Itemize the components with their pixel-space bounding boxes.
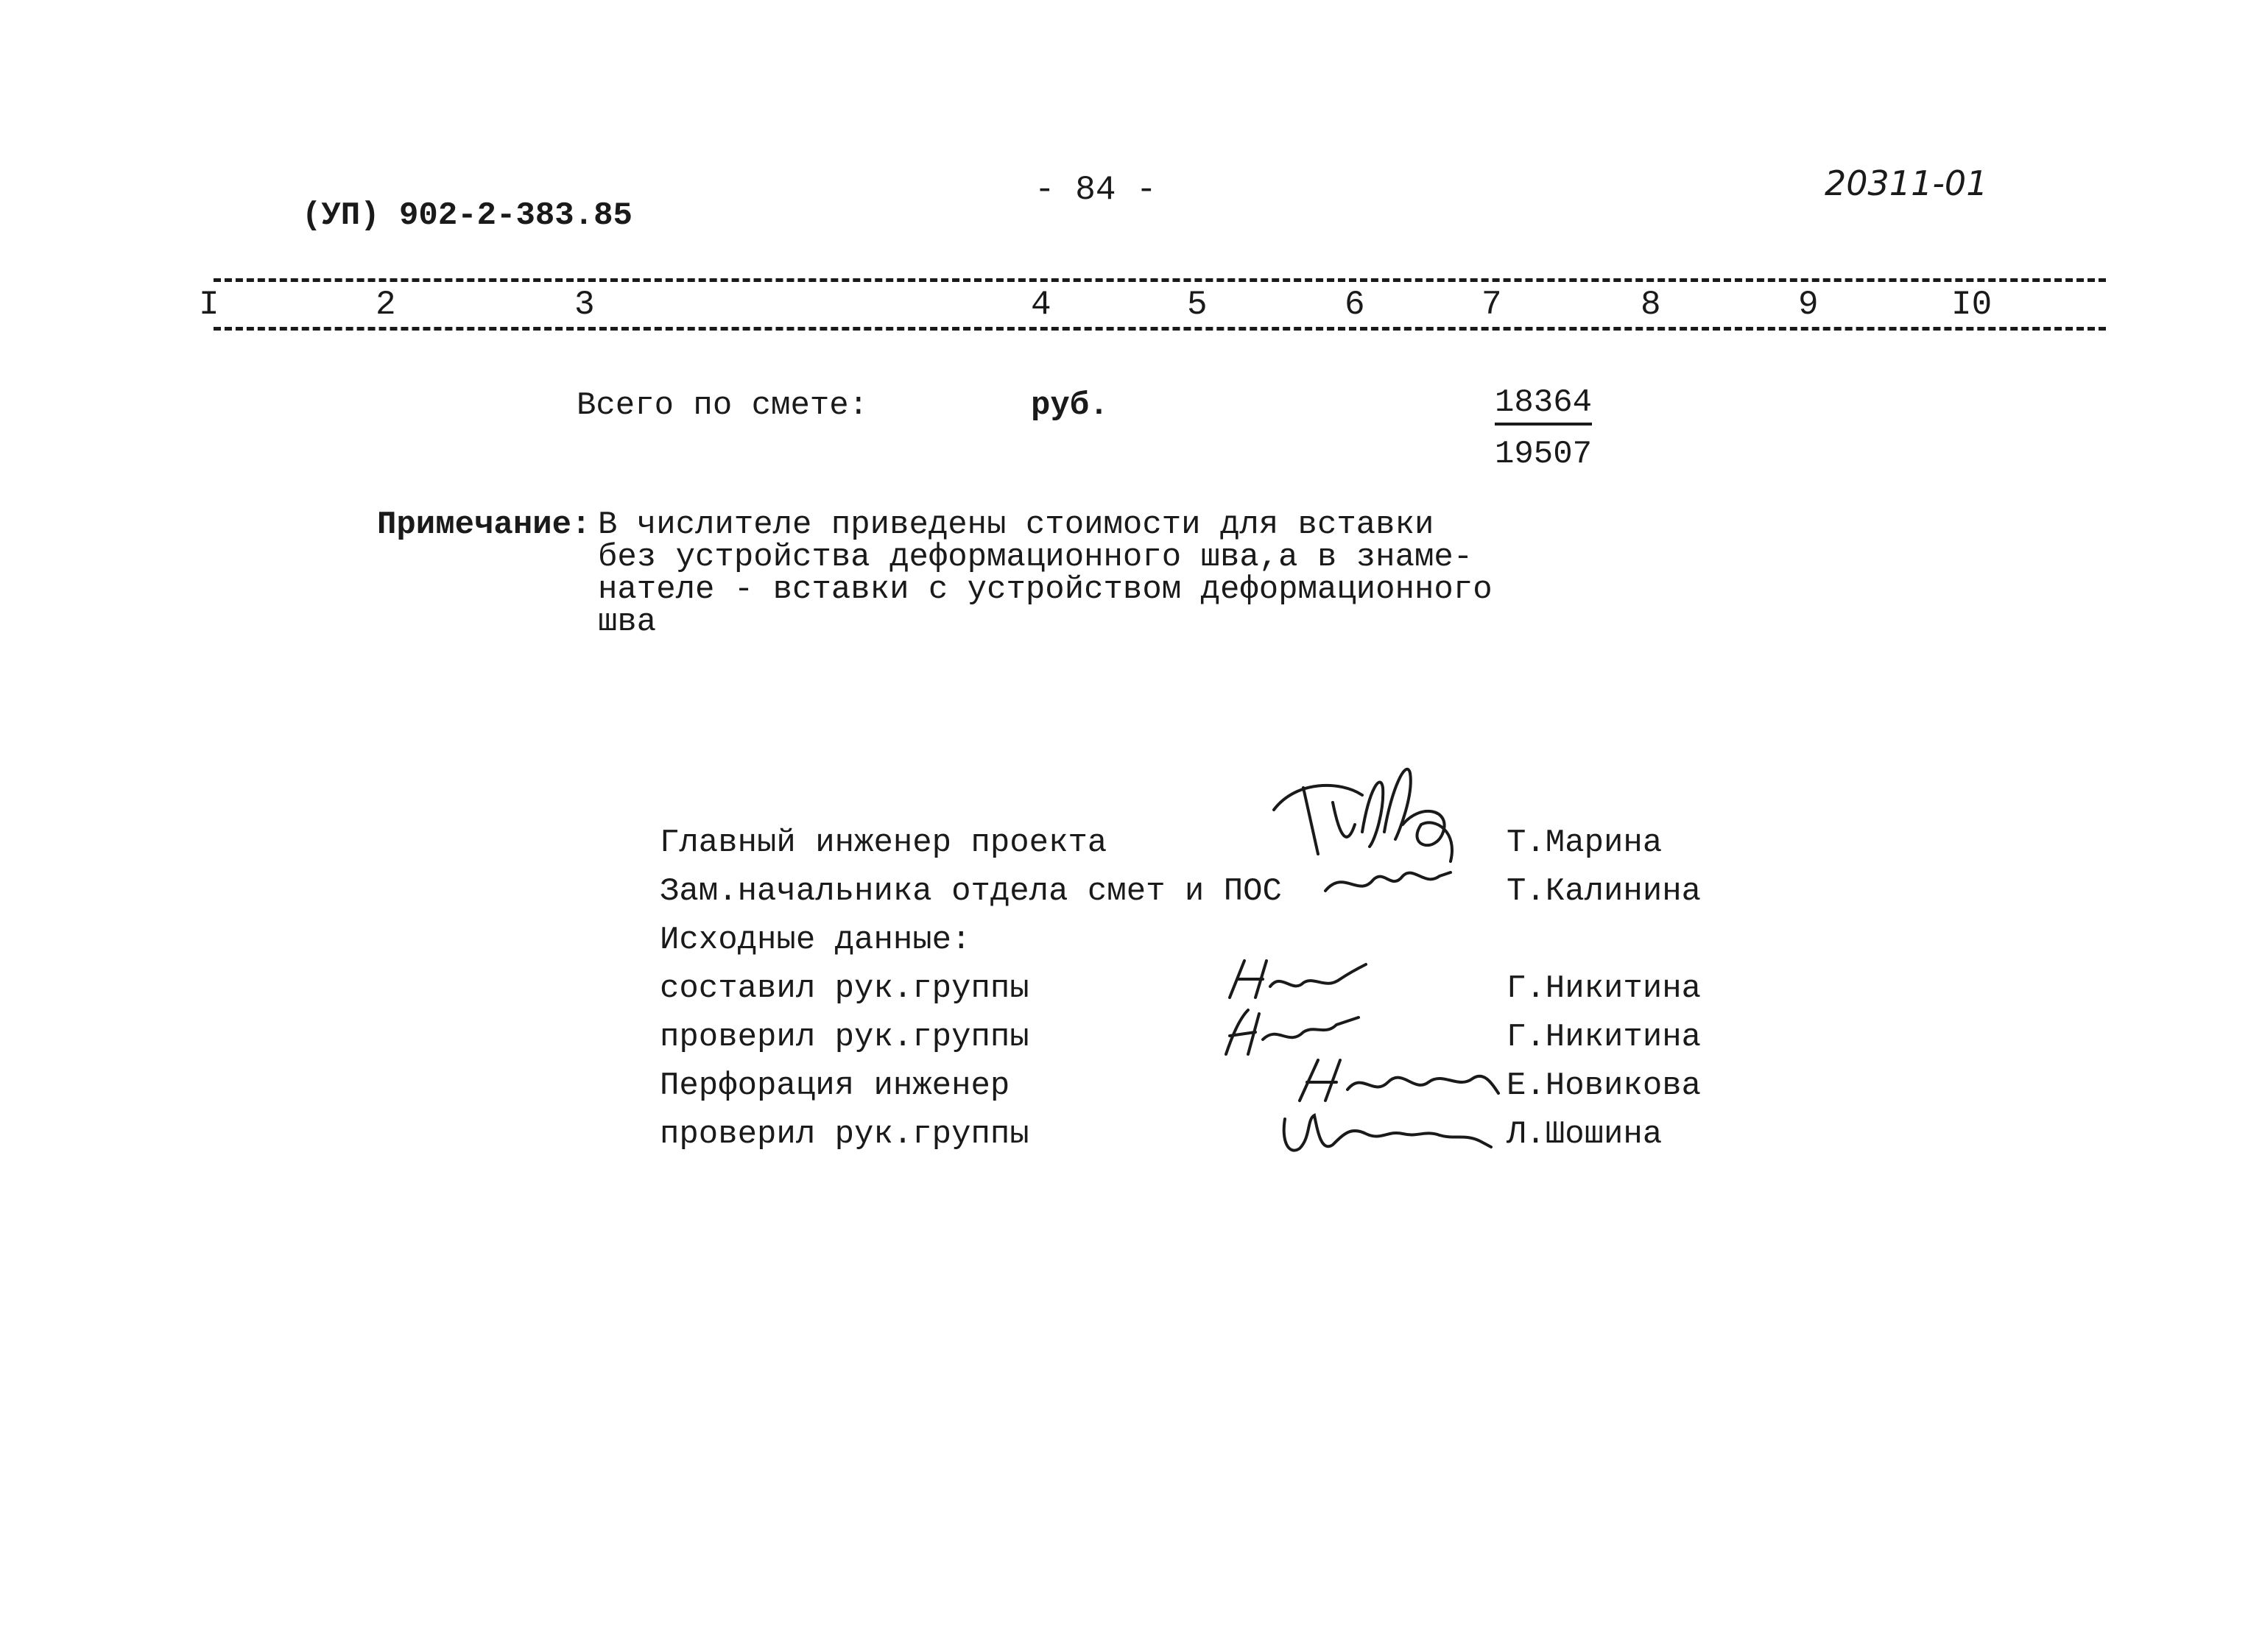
signature-role: составил рук.группы — [660, 970, 1029, 1007]
total-unit: руб. — [1031, 387, 1109, 424]
note-line: В числителе приведены стоимости для вставки — [598, 506, 1434, 543]
signature-name: Е.Новикова — [1507, 1067, 1702, 1104]
column-number-7: 7 — [1481, 286, 1502, 324]
signature-name: Т.Марина — [1507, 825, 1663, 861]
total-numerator: 18364 — [1495, 384, 1592, 426]
column-number-5: 5 — [1187, 286, 1208, 324]
note-line: шва — [598, 604, 657, 640]
signature-name: Г.Никитина — [1507, 970, 1702, 1007]
signature-name: Т.Калинина — [1507, 873, 1702, 910]
signature-role: Исходные данные: — [660, 922, 971, 959]
signature-role: Главный инженер проекта — [660, 825, 1107, 861]
handwritten-signature — [1252, 744, 1473, 869]
signature-name: Г.Никитина — [1507, 1019, 1702, 1056]
dashed-rule-top — [214, 278, 2106, 282]
column-number-2: 2 — [376, 286, 396, 324]
column-number-4: 4 — [1031, 286, 1051, 324]
total-label: Всего по смете: — [577, 387, 869, 424]
handwritten-signature — [1222, 953, 1370, 1005]
signature-role: Перфорация инженер — [660, 1067, 1010, 1104]
handwritten-signature — [1278, 1104, 1498, 1163]
column-number-1: I — [199, 286, 219, 324]
note-line: нателе - вставки с устройством деформационного — [598, 571, 1493, 608]
column-number-8: 8 — [1641, 286, 1661, 324]
signature-role: проверил рук.группы — [660, 1019, 1029, 1056]
total-denominator: 19507 — [1495, 436, 1593, 473]
note-line: без устройства деформационного шва,а в знаме- — [598, 539, 1473, 576]
handwritten-signature — [1292, 1053, 1506, 1112]
document-code: (УП) 902-2-383.85 — [302, 197, 633, 234]
signature-name: Л.Шошина — [1507, 1116, 1663, 1153]
page-number: - 84 - — [1035, 171, 1157, 209]
column-number-3: 3 — [574, 286, 595, 324]
note-label: Примечание: — [377, 506, 591, 543]
document-number: 20311-01 — [1825, 163, 1988, 203]
signature-role: проверил рук.группы — [660, 1116, 1029, 1153]
column-number-10: I0 — [1951, 286, 1993, 324]
signature-role: Зам.начальника отдела смет и ПОС — [660, 873, 1282, 910]
column-number-9: 9 — [1798, 286, 1819, 324]
dashed-rule-bottom — [214, 327, 2106, 331]
column-number-6: 6 — [1345, 286, 1365, 324]
handwritten-signature — [1322, 854, 1454, 906]
